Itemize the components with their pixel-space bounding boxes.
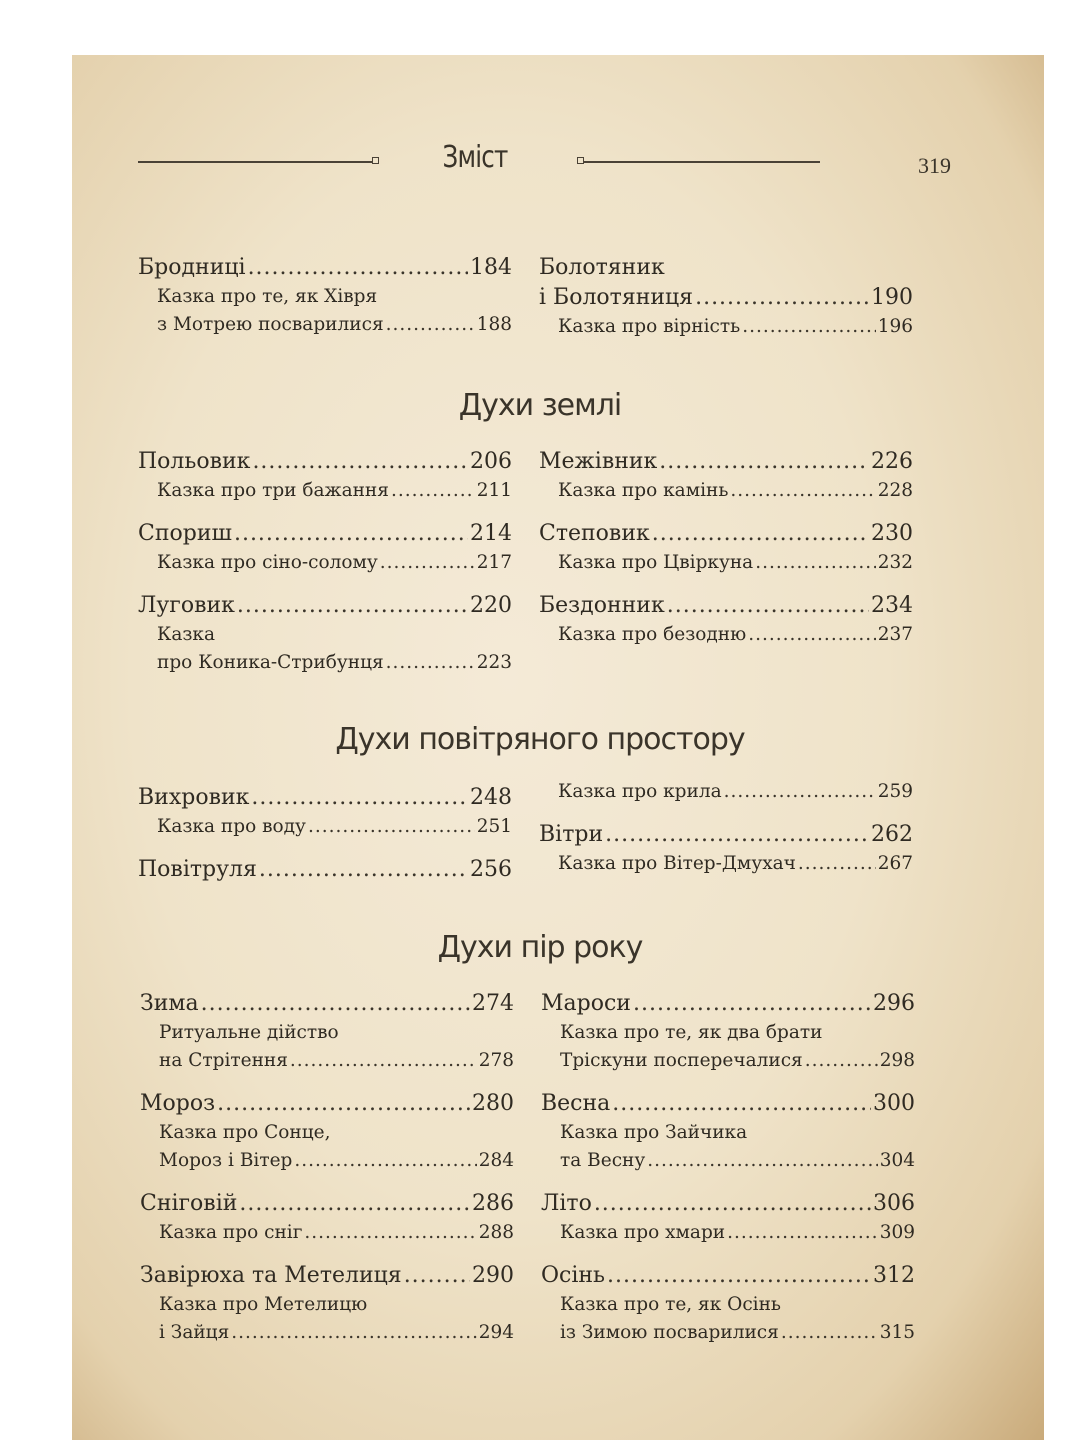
leader-dots [380,549,475,577]
spirit-title-page: 206 [470,449,512,474]
story-entry-last-line-page: 315 [879,1322,915,1343]
header-rule-right [584,161,820,163]
leader-dots [248,253,468,283]
spirit-entry-continued [539,778,913,806]
spirit-title-page: 280 [472,1091,514,1116]
spirit-title-label: Завірюха та Метелиця [140,1263,402,1288]
story-entry-last-line [157,311,512,339]
leader-dots [386,649,475,677]
spirit-entry [138,591,512,677]
story-entry [140,1019,514,1075]
story-entry-text: Казка про те, як два брати [560,1022,823,1043]
spirit-title [539,820,913,850]
page-number: 319 [918,153,951,178]
leader-dots [659,447,869,477]
spirit-title-label: Бродниці [138,255,246,280]
story-entry [138,549,512,577]
story-entry-last-line-label: Казка про вірність [558,316,741,337]
story-entry-last-line-label: Казка про крила [558,781,722,802]
story-entry-last-line-label: Тріскуни посперечалися [560,1050,803,1071]
leader-dots [239,1189,470,1219]
story-entry-last-line-page: 309 [879,1222,915,1243]
spirit-entry [539,591,913,649]
spirit-title [140,1261,514,1291]
spirit-title-page: 296 [873,991,915,1016]
story-entry-last-line-page: 228 [877,480,913,501]
story-entry-last-line-label: та Весну [560,1150,646,1171]
toc-column-right [539,253,913,341]
toc-column-left [138,783,512,885]
leader-dots [252,447,468,477]
leader-dots [805,1047,878,1075]
story-entry [541,1019,915,1075]
spirit-title-page: 230 [871,521,913,546]
header-rule-left-end [372,157,379,164]
spirit-title [539,519,913,549]
spirit-title [541,1261,915,1291]
header-rule-right-end [577,157,584,164]
spirit-title [541,1089,915,1119]
leader-dots [605,820,869,850]
spirit-entry [541,1261,915,1347]
spirit-title-label: Осінь [541,1263,606,1288]
leader-dots [724,778,876,806]
spirit-title [539,447,913,477]
spirit-entry [539,447,913,505]
story-entry-text: Казка про Сонце, [159,1122,331,1143]
spirit-title [539,253,913,313]
spirit-title-page: 312 [873,1263,915,1288]
story-entry-last-line [558,778,913,806]
story-entry-last-line-page: 304 [879,1150,915,1171]
spirit-title-page: 256 [470,857,512,882]
story-entry-last-line-page: 278 [478,1050,514,1071]
story-entry [541,1219,915,1247]
spirit-title-page: 220 [470,593,512,618]
spirit-title-page: 184 [470,255,512,280]
spirit-title-label: Зима [140,991,199,1016]
story-entry [140,1119,514,1175]
story-entry [138,283,512,339]
story-entry-last-line-label: Казка про сніг [159,1222,303,1243]
story-entry [140,1291,514,1347]
spirit-title-label: Повітруля [138,857,257,882]
section-title: Духи повітряного простору [335,722,745,757]
story-entry-last-line-label: Казка про хмари [560,1222,726,1243]
spirit-title-page: 300 [873,1091,915,1116]
leader-dots [652,519,869,549]
spirit-entry [138,855,512,885]
spirit-title [138,783,512,813]
leader-dots [612,1089,871,1119]
story-entry-last-line-label: про Коника-Стрибунця [157,652,384,673]
story-entry-last-line-page: 288 [478,1222,514,1243]
story-entry [539,778,913,806]
section-title: Духи землі [458,388,622,423]
story-entry-last-line-label: Мороз і Вітер [159,1150,293,1171]
spirit-title-label: Межівник [539,449,658,474]
leader-dots [695,283,869,313]
story-entry-last-line [558,477,913,505]
spirit-entry [541,1089,915,1175]
spirit-title [140,989,514,1019]
toc-column-right [539,447,913,649]
spirit-entry [140,1189,514,1247]
spirit-entry [539,820,913,878]
header-rule-left [138,161,372,163]
story-entry [539,549,913,577]
story-entry-last-line [157,649,512,677]
leader-dots [755,549,875,577]
toc-column-right [539,778,913,878]
leader-dots [607,1261,871,1291]
leader-dots [234,519,468,549]
story-entry-last-line [558,313,913,341]
spirit-title-label: Сніговій [140,1191,238,1216]
story-entry-last-line-page: 211 [476,480,512,501]
leader-dots [647,1147,877,1175]
story-entry-last-line-label: із Зимою посварилися [560,1322,779,1343]
spirit-entry [539,519,913,577]
story-entry-text: Казка про те, як Хівря [157,286,378,307]
leader-dots [259,855,468,885]
spirit-title [539,591,913,621]
section-title: Духи пір року [437,930,643,965]
spirit-title-page: 274 [472,991,514,1016]
story-entry-last-line-label: і Зайця [159,1322,230,1343]
spirit-title-label: Спориш [138,521,232,546]
leader-dots [386,311,475,339]
leader-dots [748,621,875,649]
toc-column-left [138,253,512,339]
story-entry-last-line-label: Казка про сіно-солому [157,552,378,573]
story-entry [539,313,913,341]
leader-dots [633,989,871,1019]
story-entry-last-line-label: Казка про Вітер-Дмухач [558,853,796,874]
spirit-title-page: 290 [472,1263,514,1288]
spirit-entry [541,1189,915,1247]
story-entry-text: Казка про те, як Осінь [560,1294,782,1315]
leader-dots [781,1319,878,1347]
spirit-entry [138,447,512,505]
story-entry-last-line-label: Казка про воду [157,816,306,837]
spirit-title [541,989,915,1019]
story-entry-last-line-label: Казка про камінь [558,480,729,501]
story-entry-last-line-label: Казка про три бажання [157,480,389,501]
story-entry-last-line-label: на Стрітення [159,1050,288,1071]
story-entry-last-line [558,621,913,649]
spirit-title-page: 262 [871,822,913,847]
leader-dots [594,1189,871,1219]
spirit-title-page: 286 [472,1191,514,1216]
toc-column-left [138,447,512,677]
leader-dots [308,813,475,841]
story-entry-last-line [159,1047,514,1075]
story-entry-last-line-page: 251 [476,816,512,837]
spirit-title-page: 306 [873,1191,915,1216]
spirit-title [138,855,512,885]
leader-dots [294,1147,476,1175]
story-entry-last-line-page: 267 [877,853,913,874]
spirit-title [138,253,512,283]
story-entry-last-line [157,477,512,505]
story-entry [539,621,913,649]
story-entry-last-line-page: 223 [476,652,512,673]
story-entry [138,477,512,505]
spirit-title-label: Вихровик [138,785,250,810]
spirit-title [541,1189,915,1219]
story-entry-last-line [560,1219,915,1247]
page-title: Зміст [442,140,508,175]
leader-dots [201,989,470,1019]
story-entry-last-line [558,850,913,878]
toc-column-left [140,989,514,1347]
leader-dots [730,477,875,505]
leader-dots [290,1047,477,1075]
spirit-entry [140,1089,514,1175]
story-entry-last-line-page: 217 [476,552,512,573]
leader-dots [727,1219,878,1247]
spirit-title-last-line [539,283,913,313]
story-entry-text: Ритуальне дійство [159,1022,339,1043]
spirit-entry [140,989,514,1075]
story-entry-last-line [159,1319,514,1347]
spirit-entry [539,253,913,341]
spirit-title [140,1189,514,1219]
spirit-title-page: 234 [871,593,913,618]
story-entry-last-line [157,549,512,577]
spirit-entry [541,989,915,1075]
story-entry [138,621,512,677]
spirit-title-page: 248 [470,785,512,810]
story-entry-last-line-page: 259 [877,781,913,802]
spirit-entry [138,253,512,339]
spirit-title-last-line-page: 190 [871,285,913,310]
spirit-title-label: Літо [541,1191,592,1216]
story-entry-last-line [558,549,913,577]
story-entry-last-line [159,1147,514,1175]
leader-dots [217,1089,470,1119]
spirit-title-label: Луговик [138,593,235,618]
story-entry-last-line [560,1319,915,1347]
spirit-title [138,591,512,621]
story-entry-text: Казка [157,624,216,645]
story-entry-last-line-label: Казка про Цвіркуна [558,552,754,573]
spirit-title-label: Степовик [539,521,650,546]
spirit-title-page: 214 [470,521,512,546]
leader-dots [237,591,468,621]
story-entry-last-line [560,1147,915,1175]
story-entry-last-line-label: Казка про безодню [558,624,747,645]
story-entry [138,813,512,841]
story-entry-text: Казка про Метелицю [159,1294,368,1315]
spirit-title [138,519,512,549]
spirit-entry [140,1261,514,1347]
leader-dots [231,1319,476,1347]
spirit-title-label: Вітри [539,822,604,847]
spirit-title [140,1089,514,1119]
leader-dots [251,783,468,813]
spirit-title-page: 226 [871,449,913,474]
spirit-title-label: Мороз [140,1091,216,1116]
story-entry-last-line-page: 284 [478,1150,514,1171]
story-entry-last-line-page: 196 [877,316,913,337]
spirit-title-last-line-label: і Болотяниця [539,285,694,310]
leader-dots [304,1219,476,1247]
story-entry-last-line-page: 294 [478,1322,514,1343]
story-entry [541,1291,915,1347]
leader-dots [404,1261,470,1291]
story-entry-last-line-page: 237 [877,624,913,645]
leader-dots [391,477,475,505]
story-entry [541,1119,915,1175]
toc-column-right [541,989,915,1347]
spirit-title-label: Весна [541,1091,611,1116]
spirit-title-label: Польовик [138,449,251,474]
story-entry [140,1219,514,1247]
spirit-entry [138,783,512,841]
spirit-title-text: Болотяник [539,255,665,280]
story-entry [539,850,913,878]
spirit-entry [138,519,512,577]
story-entry-last-line-page: 188 [476,314,512,335]
story-entry-last-line [560,1047,915,1075]
spirit-title-label: Мароси [541,991,631,1016]
spirit-title-label: Бездонник [539,593,665,618]
story-entry-last-line-page: 232 [877,552,913,573]
story-entry-last-line [157,813,512,841]
story-entry [539,477,913,505]
spirit-title [138,447,512,477]
story-entry-text: Казка про Зайчика [560,1122,748,1143]
story-entry-last-line-page: 298 [879,1050,915,1071]
story-entry-last-line-label: з Мотрею посварилися [157,314,384,335]
leader-dots [667,591,869,621]
leader-dots [742,313,875,341]
story-entry-last-line [159,1219,514,1247]
leader-dots [798,850,876,878]
